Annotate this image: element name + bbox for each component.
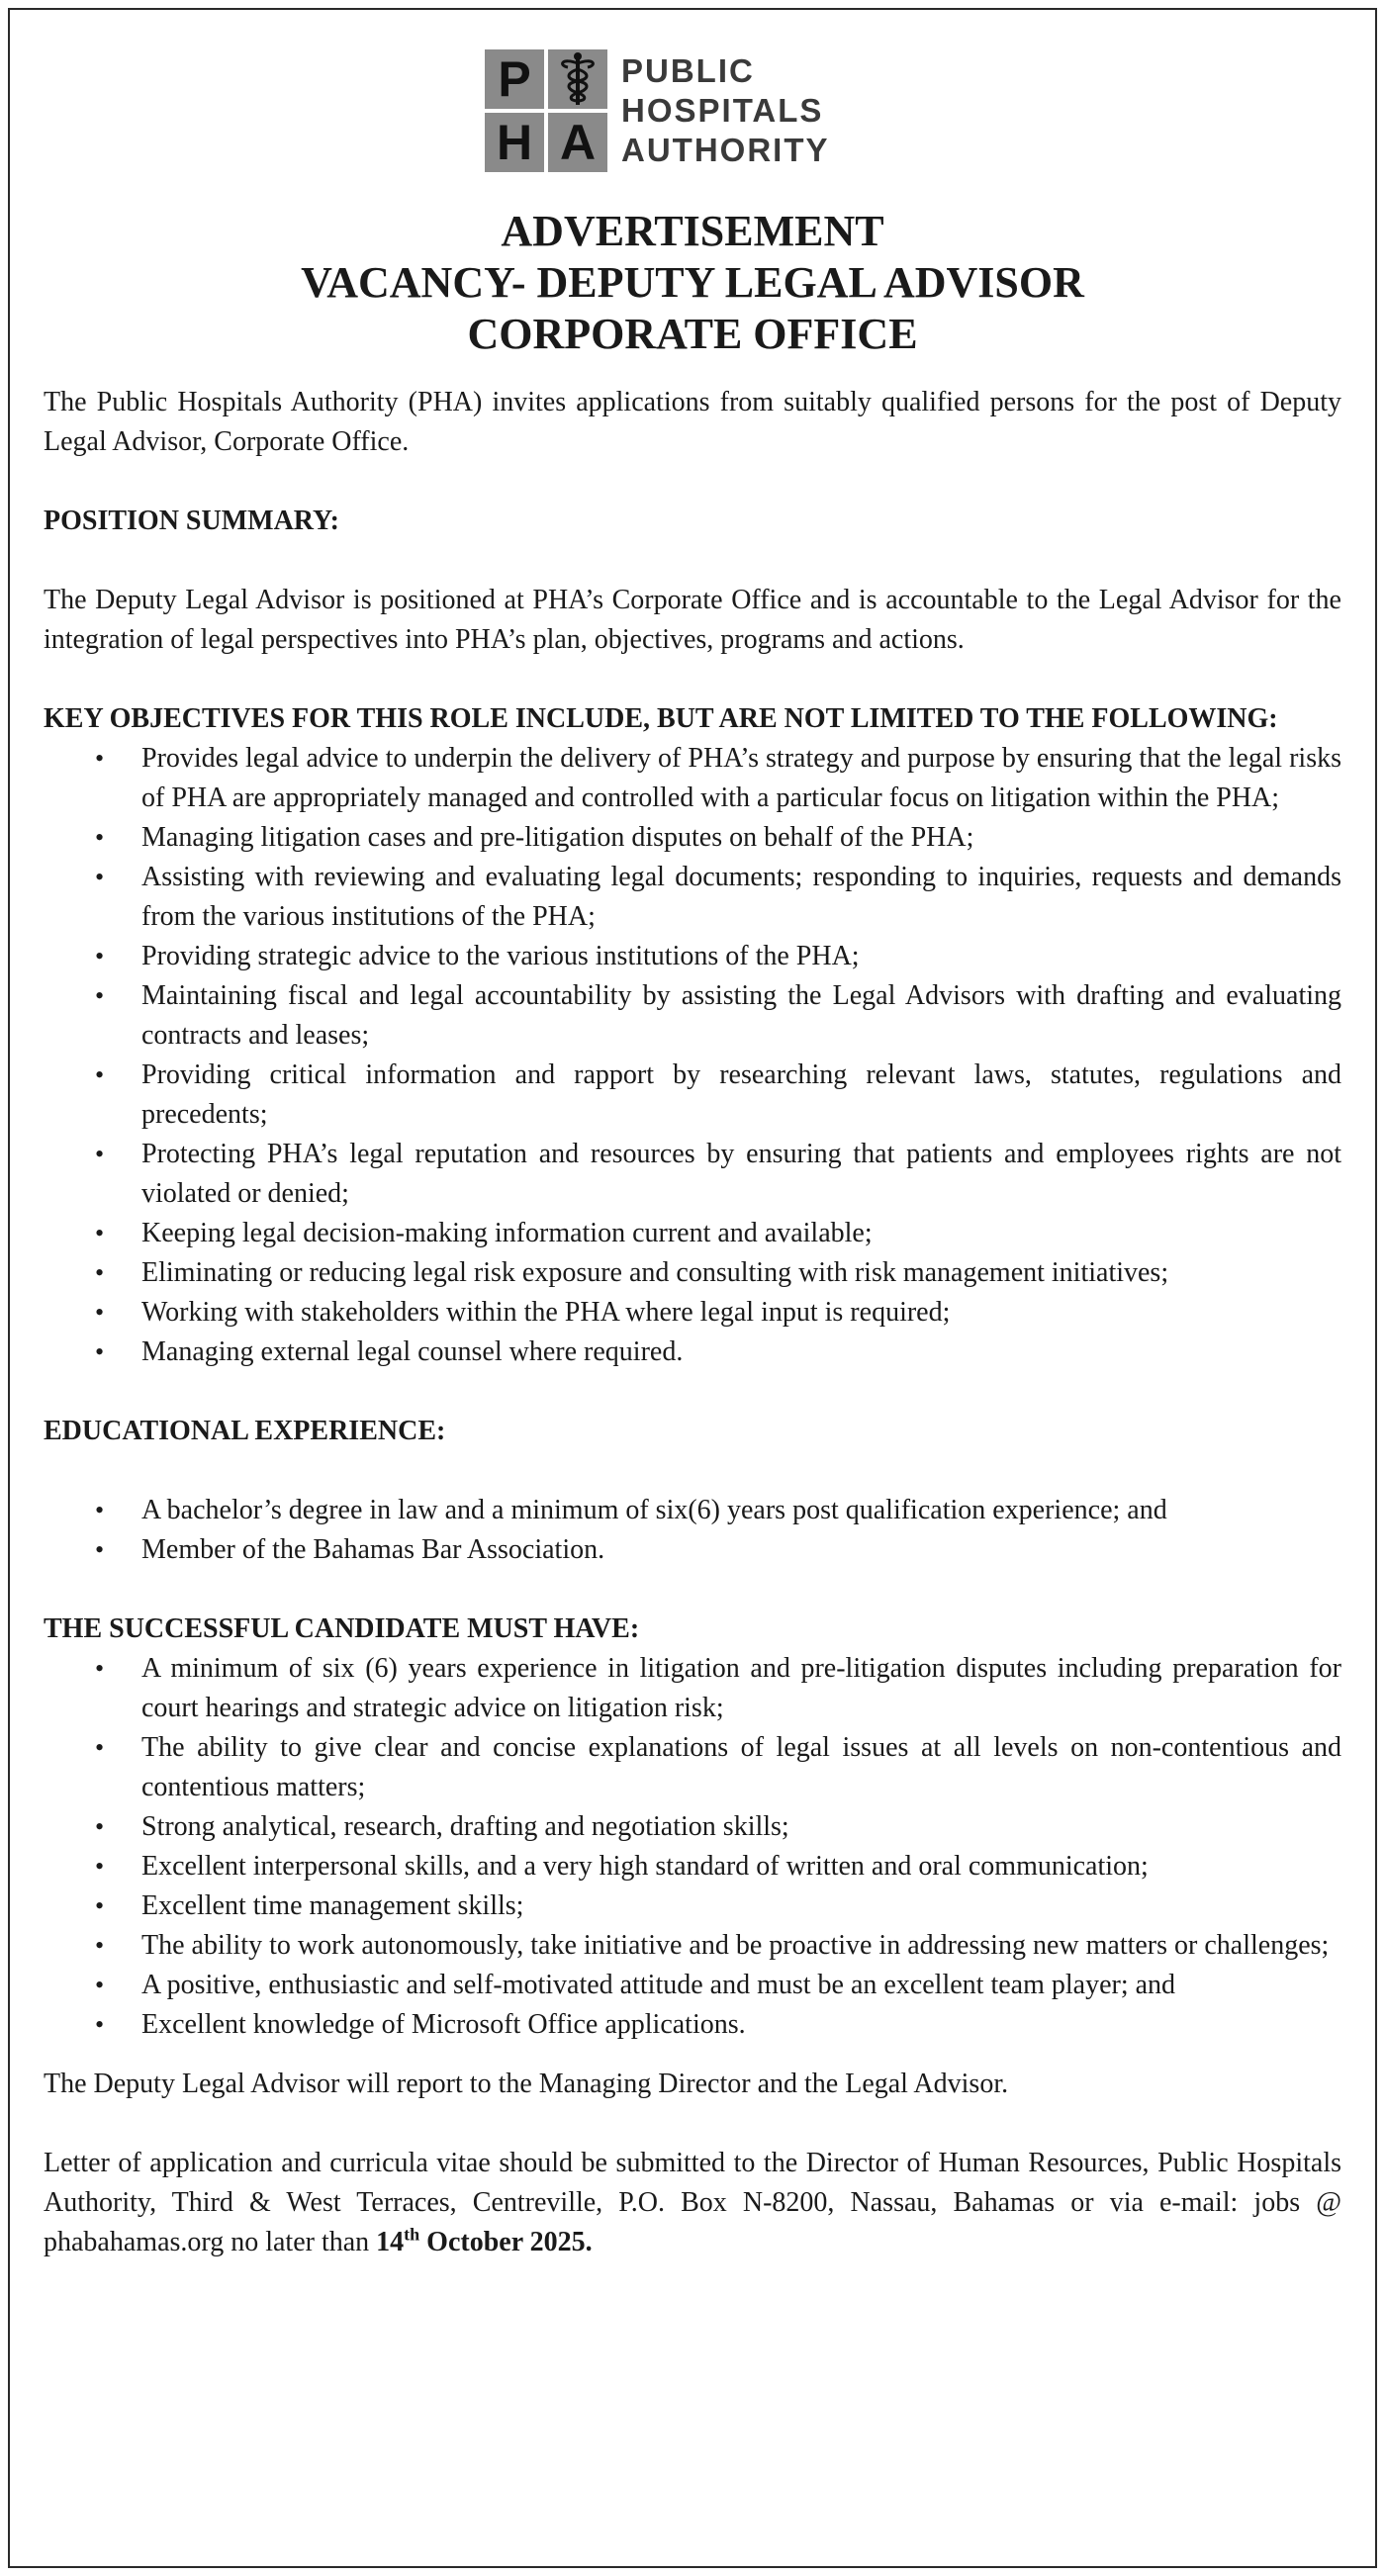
education-title: EDUCATIONAL EXPERIENCE: [44,1416,446,1446]
logo-letter-p: P [485,49,544,109]
list-item: • Assisting with reviewing and evaluating legal documents; responding to inquiries, requests and demands from the various institutions of the PHA; [44,858,1341,937]
reporting-paragraph: The Deputy Legal Advisor will report to the Managing Director and the Legal Advisor. [44,2069,1009,2099]
key-objectives-title: KEY OBJECTIVES FOR THIS ROLE INCLUDE, BUT ARE NOT LIMITED TO THE FOLLOWING: [44,703,1278,734]
list-item: • Keeping legal decision-making information current and available; [44,1214,1341,1253]
caduceus-icon [548,49,607,109]
position-summary-text: The Deputy Legal Advisor is positioned at PHA’s Corporate Office and is accountable to the Legal Advisor for the integration of legal perspectives into PHA’s plan, objectives, programs and actions. [44,585,1341,655]
deadline-rest: October 2025. [419,2227,593,2257]
pha-logo [485,49,830,172]
list-item: • Excellent interpersonal skills, and a very high standard of written and oral communication; [44,1847,1341,1886]
deadline-suffix: th [404,2224,420,2245]
list-item: • Excellent knowledge of Microsoft Office applications. [44,2005,1341,2045]
advertisement-page [8,8,1377,2568]
list-item: • The ability to work autonomously, take initiative and be proactive in addressing new matters or challenges; [44,1926,1341,1966]
list-item: • The ability to give clear and concise explanations of legal issues at all levels on non-contentious and contentious matters; [44,1728,1341,1807]
logo-letter-grid [485,49,607,172]
list-item: • Member of the Bahamas Bar Association. [44,1530,1341,1570]
list-item: • Protecting PHA’s legal reputation and resources by ensuring that patients and employees rights are not violated or denied; [44,1135,1341,1214]
list-item: • Providing strategic advice to the various institutions of the PHA; [44,937,1341,976]
list-item: • Maintaining fiscal and legal accountability by assisting the Legal Advisors with drafting and evaluating contracts and leases; [44,976,1341,1056]
list-item: • Excellent time management skills; [44,1886,1341,1926]
list-item: • Provides legal advice to underpin the delivery of PHA’s strategy and purpose by ensuring that the legal risks of PHA are appropriately managed and controlled with a particular focus on litigation within the PHA; [44,739,1341,818]
logo-word-hospitals: HOSPITALS [621,92,824,129]
list-item: • Managing litigation cases and pre-litigation disputes on behalf of the PHA; [44,818,1341,858]
title-block [10,206,1375,360]
key-objectives-list [44,739,1341,1372]
list-item: • Providing critical information and rapport by researching relevant laws, statutes, regulations and precedents; [44,1056,1341,1135]
list-item: • Eliminating or reducing legal risk exposure and consulting with risk management initiatives; [44,1253,1341,1293]
intro-paragraph: The Public Hospitals Authority (PHA) invites applications from suitably qualified persons for the post of Deputy Legal Advisor, Corporate Office. [44,387,1341,457]
logo-wordmark [621,51,830,170]
list-item: • Managing external legal counsel where required. [44,1333,1341,1372]
list-item: • Working with stakeholders within the PHA where legal input is required; [44,1293,1341,1333]
position-summary-title: POSITION SUMMARY: [44,506,340,536]
advertisement-body [44,383,1341,2262]
logo-letter-a: A [548,113,607,172]
logo-word-authority: AUTHORITY [621,132,830,168]
application-text: Letter of application and curricula vitae should be submitted to the Director of Human Resources, Public Hospitals Authority, Third & West Terraces, Centreville, P.O. Box N-8200, Nassau, Bahamas or via e-mail: jobs @ phabahamas.org no later than [44,2148,1341,2257]
application-paragraph [44,2144,1341,2262]
deadline-day: 14 [376,2227,405,2257]
education-list [44,1491,1341,1570]
candidate-list [44,1649,1341,2045]
list-item: • A bachelor’s degree in law and a minimum of six(6) years post qualification experience; and [44,1491,1341,1530]
list-item: • Strong analytical, research, drafting and negotiation skills; [44,1807,1341,1847]
deadline-date [376,2224,593,2257]
heading-office: CORPORATE OFFICE [467,310,918,358]
logo-letter-h: H [485,113,544,172]
list-item: • A positive, enthusiastic and self-motivated attitude and must be an excellent team player; and [44,1966,1341,2005]
heading-vacancy: VACANCY- DEPUTY LEGAL ADVISOR [301,258,1084,307]
logo-word-public: PUBLIC [621,52,755,89]
heading-advertisement: ADVERTISEMENT [501,207,884,255]
list-item: • A minimum of six (6) years experience in litigation and pre-litigation disputes including preparation for court hearings and strategic advice on litigation risk; [44,1649,1341,1728]
candidate-title: THE SUCCESSFUL CANDIDATE MUST HAVE: [44,1613,640,1644]
